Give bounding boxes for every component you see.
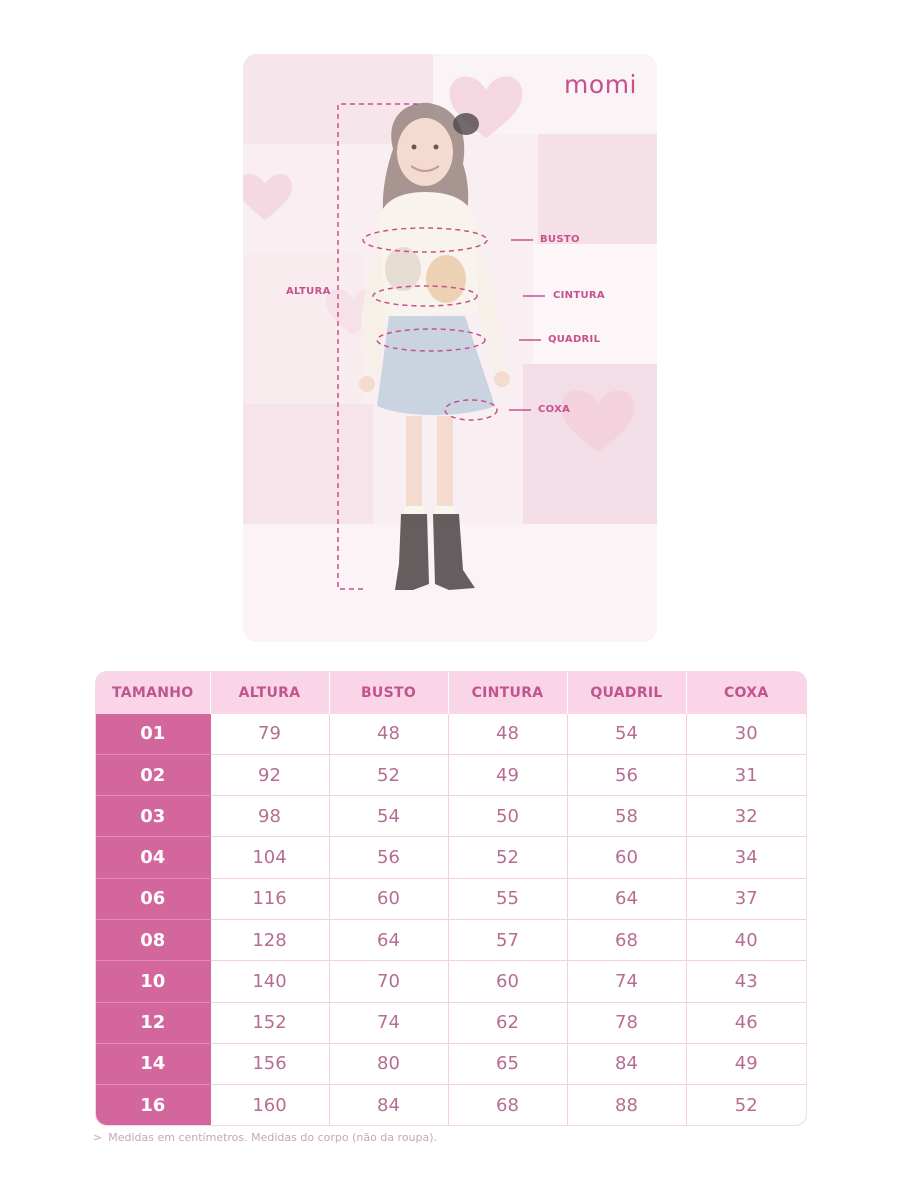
label-altura: ALTURA <box>286 286 331 297</box>
footnote <box>93 1131 437 1144</box>
cell-altura: 79 <box>210 714 329 754</box>
cell-cintura: 60 <box>448 961 567 1002</box>
table-row <box>96 714 806 754</box>
table-row <box>96 1085 806 1125</box>
cell-quadril: 68 <box>567 919 686 960</box>
cell-altura: 156 <box>210 1043 329 1084</box>
cell-quadril: 78 <box>567 1002 686 1043</box>
cell-coxa: 31 <box>686 754 806 795</box>
cell-quadril: 58 <box>567 796 686 837</box>
cell-altura: 116 <box>210 878 329 919</box>
cell-coxa: 52 <box>734 1094 758 1116</box>
table-row <box>96 919 806 960</box>
cell-coxa: 43 <box>686 961 806 1002</box>
cell-size: 10 <box>96 961 210 1002</box>
cell-busto: 80 <box>329 1043 448 1084</box>
cell-altura: 160 <box>210 1085 329 1125</box>
cell-busto: 48 <box>329 714 448 754</box>
cell-busto: 54 <box>329 796 448 837</box>
label-busto: BUSTO <box>540 234 580 245</box>
table-row <box>96 961 806 1002</box>
cell-size: 08 <box>96 919 210 960</box>
table-row <box>96 1002 806 1043</box>
cell-altura: 104 <box>210 837 329 878</box>
cell-cintura: 68 <box>448 1085 567 1125</box>
cell-size: 14 <box>96 1043 210 1084</box>
label-cintura: CINTURA <box>553 290 605 301</box>
header-coxa: COXA <box>686 672 806 714</box>
cell-cintura: 55 <box>448 878 567 919</box>
cell-busto: 52 <box>329 754 448 795</box>
header-tamanho: TAMANHO <box>96 672 210 714</box>
brand-logo: momi <box>564 70 637 99</box>
label-coxa: COXA <box>538 404 571 415</box>
cell-coxa: 49 <box>686 1043 806 1084</box>
size-chart-table <box>95 671 807 1126</box>
table-row <box>96 837 806 878</box>
cell-quadril: 88 <box>567 1085 686 1125</box>
cell-size: 01 <box>96 714 210 754</box>
cell-coxa: 46 <box>686 1002 806 1043</box>
size-table <box>96 672 806 1125</box>
cell-size: 06 <box>96 878 210 919</box>
cell-coxa: 30 <box>686 714 806 754</box>
cell-altura: 128 <box>210 919 329 960</box>
cell-quadril: 74 <box>567 961 686 1002</box>
cell-cintura: 48 <box>448 714 567 754</box>
cell-quadril: 60 <box>567 837 686 878</box>
cell-size: 04 <box>96 837 210 878</box>
header-cintura: CINTURA <box>448 672 567 714</box>
table-header-row <box>96 672 806 714</box>
cell-cintura: 62 <box>448 1002 567 1043</box>
cell-quadril: 64 <box>567 878 686 919</box>
cell-cintura: 57 <box>448 919 567 960</box>
table-row <box>96 754 806 795</box>
table-row <box>96 878 806 919</box>
cell-size: 16 <box>96 1085 210 1125</box>
label-quadril: QUADRIL <box>548 334 601 345</box>
cell-coxa: 37 <box>686 878 806 919</box>
cell-quadril: 84 <box>567 1043 686 1084</box>
chevron-right-icon: > <box>93 1131 103 1144</box>
cell-busto: 60 <box>329 878 448 919</box>
cell-quadril: 56 <box>567 754 686 795</box>
cell-cintura: 50 <box>448 796 567 837</box>
header-busto: BUSTO <box>329 672 448 714</box>
cell-busto: 64 <box>329 919 448 960</box>
header-altura: ALTURA <box>210 672 329 714</box>
cell-coxa: 34 <box>686 837 806 878</box>
cell-busto: 56 <box>329 837 448 878</box>
cell-altura: 152 <box>210 1002 329 1043</box>
cell-cintura: 65 <box>448 1043 567 1084</box>
cell-size: 03 <box>96 796 210 837</box>
footnote-text: Medidas em centímetros. Medidas do corpo (não da roupa). <box>108 1131 438 1144</box>
cell-cintura: 49 <box>448 754 567 795</box>
cell-altura: 92 <box>210 754 329 795</box>
cell-coxa: 32 <box>686 796 806 837</box>
cell-altura: 140 <box>210 961 329 1002</box>
model-photo-card <box>243 54 657 642</box>
cell-altura: 98 <box>210 796 329 837</box>
cell-size: 02 <box>96 754 210 795</box>
cell-busto: 84 <box>329 1085 448 1125</box>
table-row <box>96 796 806 837</box>
cell-coxa: 40 <box>686 919 806 960</box>
model-illustration <box>243 54 657 642</box>
cell-busto: 74 <box>329 1002 448 1043</box>
cell-quadril: 54 <box>567 714 686 754</box>
header-quadril: QUADRIL <box>567 672 686 714</box>
table-row <box>96 1043 806 1084</box>
cell-size: 12 <box>96 1002 210 1043</box>
cell-busto: 70 <box>329 961 448 1002</box>
cell-cintura: 52 <box>448 837 567 878</box>
